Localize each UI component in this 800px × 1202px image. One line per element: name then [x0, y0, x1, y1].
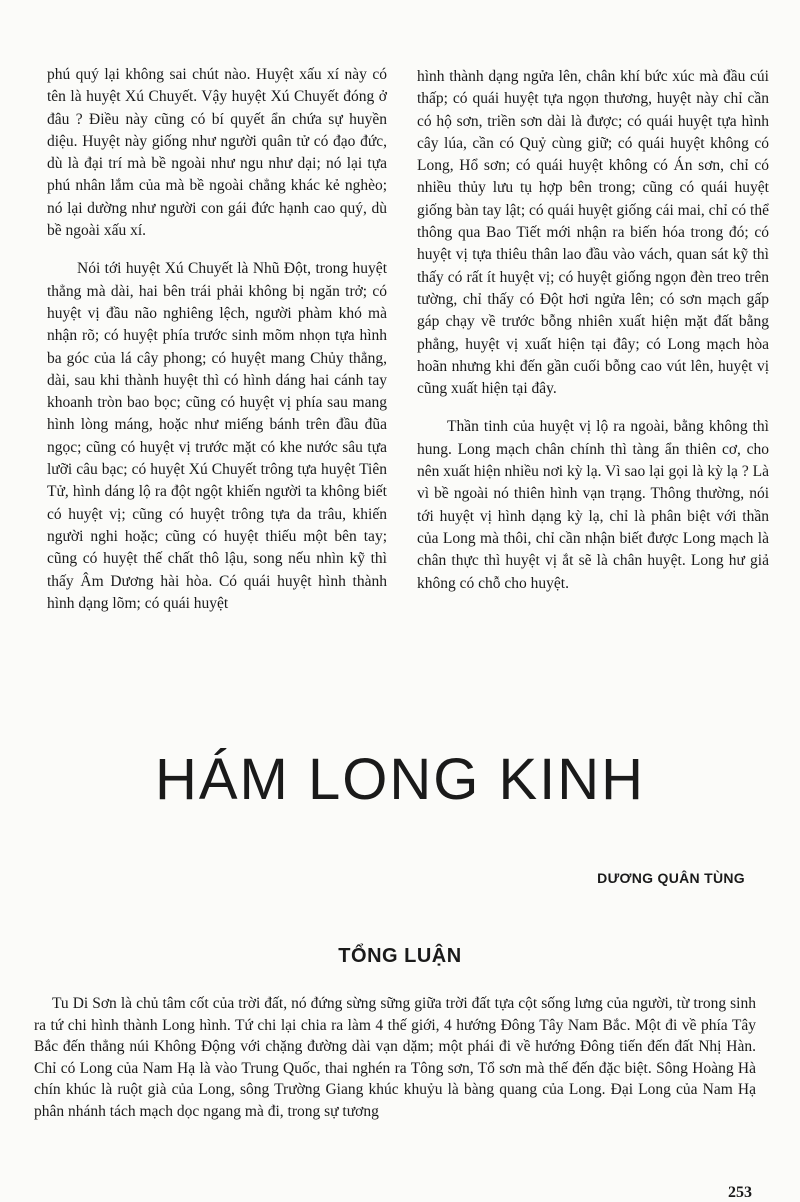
page-number: 253: [728, 1184, 752, 1201]
chapter-author: DƯƠNG QUÂN TÙNG: [597, 870, 745, 886]
left-paragraph-1: phú quý lại không sai chút nào. Huyệt xấu xí này có tên là huyệt Xú Chuyết. Vậy huyệt Xú Chuyết đóng ở đâu ? Điều này cũng có bí quyết ẩn chứa sự huyền diệu. Huyệt này giống như người quân tử có đạo đức, dù là đại trí mà bề ngoài như ngu như dại; nó lại tựa phú nhân lắm của mà bề ngoài chẳng khác kẻ nghèo; nó lại dường như người con gái đức hạnh cao quý, dù bề ngoài xấu xí.: [47, 66, 387, 240]
section-heading: TỔNG LUẬN: [338, 945, 462, 967]
left-paragraph-2: Nói tới huyệt Xú Chuyết là Nhũ Đột, trong huyệt thẳng mà dài, hai bên trái phải không bị ngăn trở; có huyệt vị đầu não nghiêng lệch, người phàm khó mà nhận rõ; có huyệt phía trước sinh mõm nhọn tựa hình ba góc của lá cây phong; có huyệt mang Chủy thẳng, dài, sau khi thành huyệt thì có hình dáng hai cánh tay khoanh tròn bao bọc; cũng có huyệt vị phía sau mang hình lòng máng, hoặc như miếng bánh trên đầu đũa ngọc; cũng có huyệt vị trước mặt có khe nước sâu tựa lưỡi câu bạc; có huyệt Xú Chuyết trông tựa huyệt Tiên Tử, hình dáng lộ ra đột ngột khiến người ta không biết có huyệt vị; cũng có huyệt trông tựa da trâu, khiến người nghi hoặc; cũng có huyệt thiếu một bên tay; cũng có huyệt thế chất thô lậu, song nếu nhìn kỹ thì thấy Âm Dương hài hòa. Có quái huyệt hình thành hình dạng lõm; có quái huyệt: [47, 260, 387, 612]
right-paragraph-1: hình thành dạng ngửa lên, chân khí bức xúc mà đầu cúi thấp; có quái huyệt tựa ngọn thương, huyệt này chỉ cần có hộ sơn, triền sơn dài là được; có quái huyệt tựa hình cây lúa, cần có Quỷ cùng giữ; có quái huyệt không có Long, Hổ sơn; có quái huyệt không có Án sơn, chỉ có nhiều thủy lưu tụ hợp bên trong; cũng có quái huyệt giống bàn tay lật; có quái huyệt giống cái mai, chỉ có thể thông qua Bao Tiết mới nhận ra biến hóa trong đó; có huyệt vị tựa thiêu thân lao đầu vào vách, quan sát kỹ thì thấy có rất ít huyệt vị; có huyệt giống ngọn đèn treo trên tường, chỉ thấy có Đột hơi ngửa lên; có sơn mạch gấp gáp chạy về trước bỗng nhiên xuất hiện mặt đất bằng phẳng, huyệt vị xuất hiện tại đây; có Long mạch hòa hoãn nhưng khi đến gần cuối bỗng cao vút lên, huyệt vị cũng xuất hiện tại đây.: [417, 68, 769, 398]
right-paragraph-2: Thần tinh của huyệt vị lộ ra ngoài, bằng không thì hung. Long mạch chân chính thì tàng ẩn thiên cơ, cho nên xuất hiện nhiều nơi kỳ lạ. Vì sao lại gọi là kỳ lạ ? Là vì bề ngoài nó thiên hình vạn trạng. Thông thường, nói tới huyệt vị hình dạng kỳ lạ, chỉ là phân biệt với thần của Long mà thôi, chỉ cần nhận biết được Long mạch là chân thực thì huyệt vị ắt sẽ là chân huyệt. Long hư giả không có chỗ cho huyệt.: [417, 418, 769, 592]
left-column: [47, 64, 387, 615]
section-body: Tu Di Sơn là chủ tâm cốt của trời đất, nó đứng sừng sững giữa trời đất tựa cột sống lưng của người, từ trong sinh ra tứ chi hình thành Long hình. Tứ chi lại chia ra làm 4 thế giới, 4 hướng Đông Tây Nam Bắc. Một đi về phía Tây Bắc đến thẳng núi Không Động với chặng đường dài vạn dặm; một phái đi về hướng Đông tiến đến đất Nhị Hàn. Chỉ có Long của Nam Hạ là vào Trung Quốc, thai nghén ra Tông sơn, Tổ sơn mà thế đến đặc biệt. Sông Hoàng Hà chín khúc là ruột già của Long, sông Trường Giang khúc khuỷu là bàng quang của Long. Đại Long của Nam Hạ phân nhánh tách mạch dọc ngang mà đi, trong sự tương: [34, 995, 756, 1120]
right-column: [417, 66, 769, 595]
chapter-title: HÁM LONG KINH: [154, 747, 646, 812]
